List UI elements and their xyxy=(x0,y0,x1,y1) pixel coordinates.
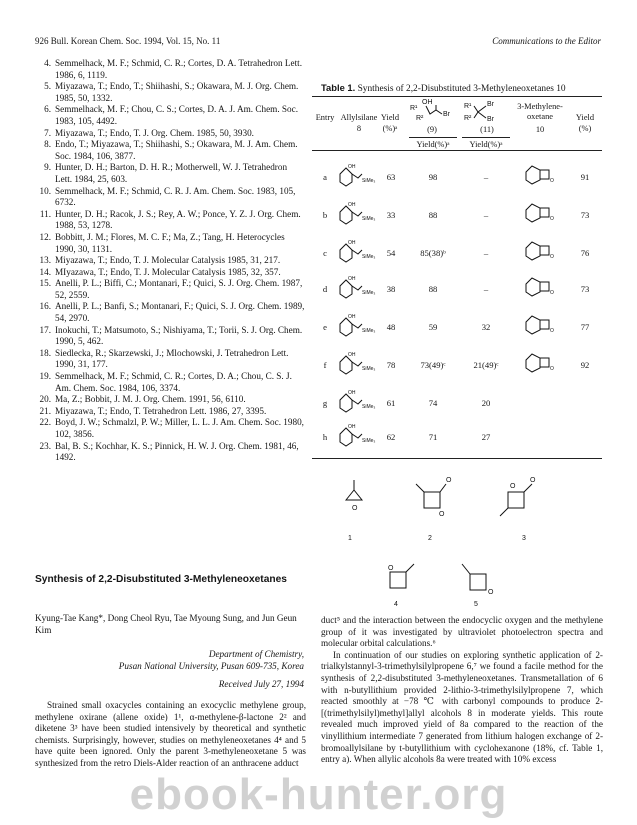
o-ring-2: O xyxy=(439,511,445,518)
allylsilane-structure xyxy=(336,162,386,188)
reference-item xyxy=(35,255,305,267)
reference-text: Miyazawa, T.; Endo, T. J. Molecular Catalysis 1985, 31, 217. xyxy=(55,255,281,266)
reference-number: 12. xyxy=(39,231,51,242)
ring-skeleton xyxy=(340,394,352,412)
watermark: ebook-hunter.org xyxy=(129,770,508,819)
br-bond-2 xyxy=(478,112,486,118)
oxetane-product-structure xyxy=(520,200,560,226)
o-label: O xyxy=(550,366,554,372)
reference-number: 22. xyxy=(39,417,51,428)
oxirane-ring xyxy=(346,490,362,500)
ring-skeleton xyxy=(340,168,352,186)
reference-number: 6. xyxy=(44,104,51,115)
br-label-11a: Br xyxy=(487,101,494,108)
label-2: 2 xyxy=(428,535,432,542)
table-cell-y11: – xyxy=(483,248,489,258)
reference-item xyxy=(35,104,305,127)
structure-5 xyxy=(462,564,494,608)
ring-skeleton xyxy=(340,206,352,224)
right-column-body xyxy=(321,615,603,766)
spiro-ring xyxy=(526,242,540,260)
oh-label: OH xyxy=(348,240,356,246)
exo-methylene-3 xyxy=(500,508,508,516)
header-allylsilane-num: 8 xyxy=(356,124,362,133)
table-cell-y9: 59 xyxy=(428,322,438,332)
br-label-9: Br xyxy=(443,111,450,118)
sime3-label: SiMe₃ xyxy=(362,254,376,260)
o-label: O xyxy=(550,328,554,334)
header-reagent-9: (9) xyxy=(427,125,437,134)
oxetane-ring xyxy=(540,170,549,179)
o-label: O xyxy=(550,290,554,296)
header-yield9: Yield(%)ᵃ xyxy=(416,140,450,149)
o-carbonyl-2: O xyxy=(446,477,452,484)
table-cell-entry: f xyxy=(323,360,327,370)
spiro-ring xyxy=(526,354,540,372)
reference-text: Semmelhack, M. F.; Schmid, C. R.; Cortes, D. A.; Chou, C. S. J. Am. Chem. Soc. 1984, 106, 3374. xyxy=(55,371,292,393)
o-label: O xyxy=(550,216,554,222)
reference-number: 18. xyxy=(39,347,51,358)
reference-text: Miyazawa, T.; Endo, T.; Shiihashi, S.; Okawara, M. J. Org. Chem. 1985, 50, 1332. xyxy=(55,81,299,103)
table-cell-y10: 73 xyxy=(580,210,590,220)
oxetane-product-structure xyxy=(520,162,560,188)
oxetane-ring xyxy=(540,282,549,291)
reference-number: 5. xyxy=(44,81,51,92)
o-ring-3: O xyxy=(510,483,516,490)
sime3-label: SiMe₃ xyxy=(362,216,376,222)
reference-item xyxy=(35,441,305,464)
bromoalcohol-skeleton xyxy=(426,106,442,114)
allyl-chain xyxy=(352,324,362,328)
rule-under-9 xyxy=(409,137,457,138)
spiro-ring xyxy=(526,316,540,334)
reference-text: Semmelhack, M. F.; Schmid, C. R. J. Am. Chem. Soc. 1983, 105, 6732. xyxy=(55,185,296,208)
allylsilane-structure xyxy=(336,274,386,300)
oh-label: OH xyxy=(348,276,356,282)
reference-number: 17. xyxy=(39,324,51,335)
oxetane-ring xyxy=(540,246,549,255)
reference-item xyxy=(35,186,305,209)
allylsilane-structure xyxy=(336,312,386,338)
diketene-ring xyxy=(508,492,524,508)
table-cell-y11: – xyxy=(483,284,489,294)
allyl-chain xyxy=(352,212,362,216)
reference-item xyxy=(35,371,305,394)
reference-number: 14. xyxy=(39,266,51,277)
reference-item xyxy=(35,58,305,81)
table-header-rule xyxy=(312,150,602,151)
oxetane-ring xyxy=(540,358,549,367)
header-product: 3-Methylene-oxetane xyxy=(517,102,563,121)
reference-item xyxy=(35,417,305,440)
table-cell-y8: 63 xyxy=(386,172,396,182)
table-cell-y8: 62 xyxy=(386,432,396,442)
reference-text: MIyazawa, T.; Endo, T. J. Molecular Catalysis 1985, 32, 357. xyxy=(55,266,281,277)
label-5: 5 xyxy=(474,601,478,608)
allyl-chain xyxy=(352,362,362,366)
body-paragraph-1: duct⁵ and the interaction between the endocyclic oxygen and the methylene group of it was investigated by ultraviolet photoelectron spectra and molecular orbital calculations.⁶ xyxy=(321,615,603,649)
reference-item xyxy=(35,209,305,232)
table-cell-entry: d xyxy=(322,284,328,294)
oh-label: OH xyxy=(422,99,433,106)
reference-number: 11. xyxy=(39,208,51,219)
table-cell-y8: 54 xyxy=(386,248,396,258)
reference-number: 7. xyxy=(44,127,51,138)
ring-skeleton xyxy=(340,244,352,262)
reference-item xyxy=(35,162,305,185)
reagent-structures xyxy=(408,96,518,126)
reference-item xyxy=(35,139,305,162)
reference-text: Ma, Z.; Bobbit, J. M. J. Org. Chem. 1991, 56, 6110. xyxy=(55,394,246,405)
table-cell-y8: 78 xyxy=(386,360,396,370)
reference-list xyxy=(35,58,305,464)
reference-number: 10. xyxy=(39,185,51,196)
sime3-label: SiMe₃ xyxy=(362,438,376,444)
oh-label: OH xyxy=(348,314,356,320)
oh-label: OH xyxy=(348,202,356,208)
header-yield11: Yield(%)ᵃ xyxy=(469,140,503,149)
table-cell-y9: 98 xyxy=(428,172,438,182)
sime3-label: SiMe₃ xyxy=(362,366,376,372)
allyl-chain xyxy=(352,250,362,254)
br-label-11b: Br xyxy=(487,116,494,123)
communication-title: Synthesis of 2,2-Disubstituted 3-Methyleneoxetanes xyxy=(35,574,287,585)
table-cell-y9: 88 xyxy=(428,210,438,220)
lactone-ring xyxy=(424,492,440,508)
table-cell-y10: 92 xyxy=(580,360,590,370)
spiro-ring xyxy=(526,278,540,296)
reference-number: 15. xyxy=(39,278,51,289)
table-cell-y9: 74 xyxy=(428,398,438,408)
reference-item xyxy=(35,278,305,301)
table-cell-y10: 91 xyxy=(580,172,590,182)
table-cell-entry: h xyxy=(322,432,328,442)
reference-text: Bal, B. S.; Kochhar, K. S.; Pinnick, H. W. J. Org. Chem. 1981, 46, 1492. xyxy=(55,440,299,463)
label-3: 3 xyxy=(522,535,526,542)
allylsilane-structure xyxy=(336,350,386,376)
ring-skeleton xyxy=(340,356,352,374)
reference-number: 8. xyxy=(44,139,51,150)
reference-item xyxy=(35,232,305,255)
table-cell-y11: – xyxy=(483,172,489,182)
intro-paragraph: Strained small oxacycles containing an exocyclic methylene group, methylene oxirane (allene oxide) 1¹, α-methylene-β-lactone 2² and diketene 3³ have been studied intensively by theoretical and synthetic chemists. Surprisingly, however, studies on methyleneoxetanes 4⁴ and 5 have quite been ignored. Only the parent 3-methyleneoxetane 5 was synthesized from the retro Diels-Alder reaction of an anthracene adduct xyxy=(35,700,306,768)
compound-structures xyxy=(312,470,612,620)
reference-number: 13. xyxy=(39,255,51,266)
reference-number: 21. xyxy=(39,405,51,416)
br-bond-1 xyxy=(478,106,486,112)
table-cell-entry: b xyxy=(322,210,328,220)
allylsilane-structure xyxy=(336,200,386,226)
reference-text: Inokuchi, T.; Matsumoto, S.; Nishiyama, T.; Torii, S. J. Org. Chem. 1990, 5, 462. xyxy=(55,324,303,347)
header-product-num: 10 xyxy=(535,125,545,134)
spiro-ring xyxy=(526,166,540,184)
exo-methylene-5 xyxy=(462,564,470,574)
oxetane-product-structure xyxy=(520,350,560,376)
ring-skeleton xyxy=(340,280,352,298)
table-cell-y11: 21(49)ᶜ xyxy=(473,360,499,370)
spiro-ring xyxy=(526,204,540,222)
reference-text: Boyd, J. W.; Schmalzl, P. W.; Miller, L. L. J. Am. Chem. Soc. 1980, 102, 3856. xyxy=(55,417,304,439)
table-cell-y11: 27 xyxy=(481,432,491,442)
table-cell-y11: 32 xyxy=(481,322,491,332)
running-header-right: Communications to the Editor xyxy=(492,36,601,46)
table-caption: Synthesis of 2,2-Disubstituted 3-Methyleneoxetanes 10 xyxy=(355,84,566,94)
oxetane-ring-4 xyxy=(390,572,406,588)
sime3-label: SiMe₃ xyxy=(362,404,376,410)
reference-number: 19. xyxy=(39,371,51,382)
oxetane-product-structure xyxy=(520,274,560,300)
reference-text: Semmelhack, M. F.; Schmid, C. R.; Cortes, D. A. Tetrahedron Lett. 1986, 6, 1119. xyxy=(55,58,302,80)
reference-text: Miyazawa, T.; Endo, T. Tetrahedron Lett. 1986, 27, 3395. xyxy=(55,405,267,416)
reference-number: 23. xyxy=(39,440,51,451)
table-cell-y10: 77 xyxy=(580,322,590,332)
allylsilane-structure xyxy=(336,238,386,264)
o-ring-5: O xyxy=(488,589,494,596)
table-cell-y9: 85(38)ᵇ xyxy=(420,248,446,258)
table-cell-y8: 61 xyxy=(386,398,396,408)
header-yield8-unit: (%)ᵃ xyxy=(382,124,398,133)
oh-label: OH xyxy=(348,424,356,430)
header-entry: Entry xyxy=(315,113,335,122)
reference-text: Siedlecka, R.; Skarzewski, J.; Mlochowski, J. Tetrahedron Lett. 1990, 31, 177. xyxy=(55,347,289,370)
structure-3 xyxy=(500,477,536,542)
table-cell-entry: c xyxy=(323,248,327,258)
reference-item xyxy=(35,406,305,418)
reference-text: Anelli, P. L.; Banfi, S.; Montanari, F.; Quici, S. J. Org. Chem. 1989, 54, 2970. xyxy=(55,301,305,324)
affiliation-university: Pusan National University, Pusan 609-735, Korea xyxy=(118,661,304,671)
sime3-label: SiMe₃ xyxy=(362,290,376,296)
header-allylsilane: Allylsilane xyxy=(340,113,378,122)
rule-under-11 xyxy=(462,137,510,138)
table-bottom-rule xyxy=(312,458,602,459)
reference-text: Hunter, D. H.; Racok, J. S.; Rey, A. W.; Ponce, Y. Z. J. Org. Chem. 1988, 53, 1278. xyxy=(55,208,301,231)
o-ring-4: O xyxy=(388,565,394,572)
reference-text: Miyazawa, T.; Endo, T. J. Org. Chem. 1985, 50, 3930. xyxy=(55,127,254,138)
table-cell-y11: 20 xyxy=(481,398,491,408)
reference-item xyxy=(35,128,305,140)
reference-text: Endo, T.; Miyazawa, T.; Shiihashi, S.; Okawara, M. J. Am. Chem. Soc. 1984, 106, 3877. xyxy=(55,139,298,161)
table-cell-y9: 88 xyxy=(428,284,438,294)
received-date: Received July 27, 1994 xyxy=(218,679,304,689)
reference-item xyxy=(35,394,305,406)
table-cell-y8: 33 xyxy=(386,210,396,220)
structure-1 xyxy=(346,480,362,542)
table-cell-y8: 48 xyxy=(386,322,396,332)
structure-4 xyxy=(388,564,414,608)
reference-number: 20. xyxy=(39,394,51,405)
allylsilane-structure xyxy=(336,422,386,448)
author-list: Kyung-Tae Kang*, Dong Cheol Ryu, Tae Myoung Sung, and Jun Geun Kim xyxy=(35,613,297,635)
header-yield10-unit: (%) xyxy=(578,124,592,133)
reference-item xyxy=(35,348,305,371)
table-cell-y10: 76 xyxy=(580,248,590,258)
structure-2 xyxy=(416,477,452,542)
o-label: O xyxy=(550,254,554,260)
table-cell-entry: e xyxy=(323,322,327,332)
header-yield10: Yield xyxy=(575,113,595,122)
table-cell-y10: 73 xyxy=(580,284,590,294)
oh-label: OH xyxy=(348,390,356,396)
reference-text: Bobbitt, J. M.; Flores, M. C. F.; Ma, Z.; Tang, H. Heterocycles 1990, 30, 1131. xyxy=(55,231,285,254)
sime3-label: SiMe₃ xyxy=(362,328,376,334)
affiliation-department: Department of Chemistry, xyxy=(208,649,304,659)
table-cell-entry: a xyxy=(323,172,327,182)
header-reagent-11: (11) xyxy=(480,125,494,134)
table-cell-y8: 38 xyxy=(386,284,396,294)
o-carbonyl-3: O xyxy=(530,477,536,484)
label-1: 1 xyxy=(348,535,352,542)
r2-label-9: R² xyxy=(416,115,424,122)
reference-text: Hunter, D. H.; Barton, D. H. R.; Motherwell, W. J. Tetrahedron Lett. 1984, 25, 603. xyxy=(55,162,288,184)
running-header-left: 926 Bull. Korean Chem. Soc. 1994, Vol. 15, No. 11 xyxy=(35,36,221,46)
exo-methylene-4 xyxy=(406,564,414,572)
carbonyl-3 xyxy=(524,484,532,492)
oh-label: OH xyxy=(348,352,356,358)
r1-label-9: R¹ xyxy=(410,105,418,112)
allyl-chain xyxy=(352,286,362,290)
o-label: O xyxy=(550,178,554,184)
r1-label-11: R¹ xyxy=(464,103,472,110)
ring-skeleton xyxy=(340,428,352,446)
table-cell-y9: 73(49)ᶜ xyxy=(420,360,446,370)
dibromide-skeleton xyxy=(474,106,478,118)
table-cell-y11: – xyxy=(483,210,489,220)
body-paragraph-2: In continuation of our studies on exploring synthetic application of 2-trialkylstannyl-3-trimethylsilylpropene 6,⁷ we found a facile method for the synthesis of 2,2-disubstituted 3-methyleneoxetanes. Transmetallation of 6 with n-butyllithium provided 2-lithio-3-trimethylsilylpropene 7, which reacted smoothly at −78 ℃ with carbonyl compounds to produce 2-[(trimethylsilyl)methyl]allyl alcohols 8 in moderate yields. This route revealed much improved yield of 8a compared to the reaction of the vinyllithium intermediate 7 generated from lithium halogen exchange of 2-bromoallylsilane by t-butyllithium with cyclohexanone (18%, cf. Table 1, entry a). When allylic alcohols 8a were treated with 10% excess xyxy=(321,649,603,765)
reference-text: Anelli, P. L.; Biffi, C.; Montanari, F.; Quici, S. J. Org. Chem. 1987, 52, 2559. xyxy=(55,278,303,300)
allyl-chain xyxy=(352,434,362,438)
reference-text: Semmelhack, M. F.; Chou, C. S.; Cortes, D. A. J. Am. Chem. Soc. 1983, 105, 4492. xyxy=(55,104,298,126)
r2-label-11: R² xyxy=(464,115,472,122)
oxetane-ring xyxy=(540,320,549,329)
reference-item xyxy=(35,267,305,279)
o-label-1: O xyxy=(352,505,358,512)
sime3-label: SiMe₃ xyxy=(362,178,376,184)
allylsilane-structure xyxy=(336,388,386,414)
table-label: Table 1. xyxy=(321,82,356,93)
table-cell-entry: g xyxy=(322,398,328,408)
oxetane-product-structure xyxy=(520,238,560,264)
table-title xyxy=(321,82,566,94)
oh-label: OH xyxy=(348,164,356,170)
oxetane-ring-5 xyxy=(470,574,486,590)
header-yield8: Yield xyxy=(380,113,400,122)
allyl-chain xyxy=(352,400,362,404)
carbonyl-2 xyxy=(440,484,446,492)
reference-number: 9. xyxy=(44,162,51,173)
ring-skeleton xyxy=(340,318,352,336)
table-cell-y9: 71 xyxy=(428,432,438,442)
oxetane-product-structure xyxy=(520,312,560,338)
reference-number: 16. xyxy=(39,301,51,312)
exo-methylene-2 xyxy=(416,484,424,492)
reference-item xyxy=(35,81,305,104)
reference-number: 4. xyxy=(44,58,51,68)
label-4: 4 xyxy=(394,601,398,608)
reference-item xyxy=(35,301,305,324)
oxetane-ring xyxy=(540,208,549,217)
allyl-chain xyxy=(352,174,362,178)
reference-item xyxy=(35,325,305,348)
